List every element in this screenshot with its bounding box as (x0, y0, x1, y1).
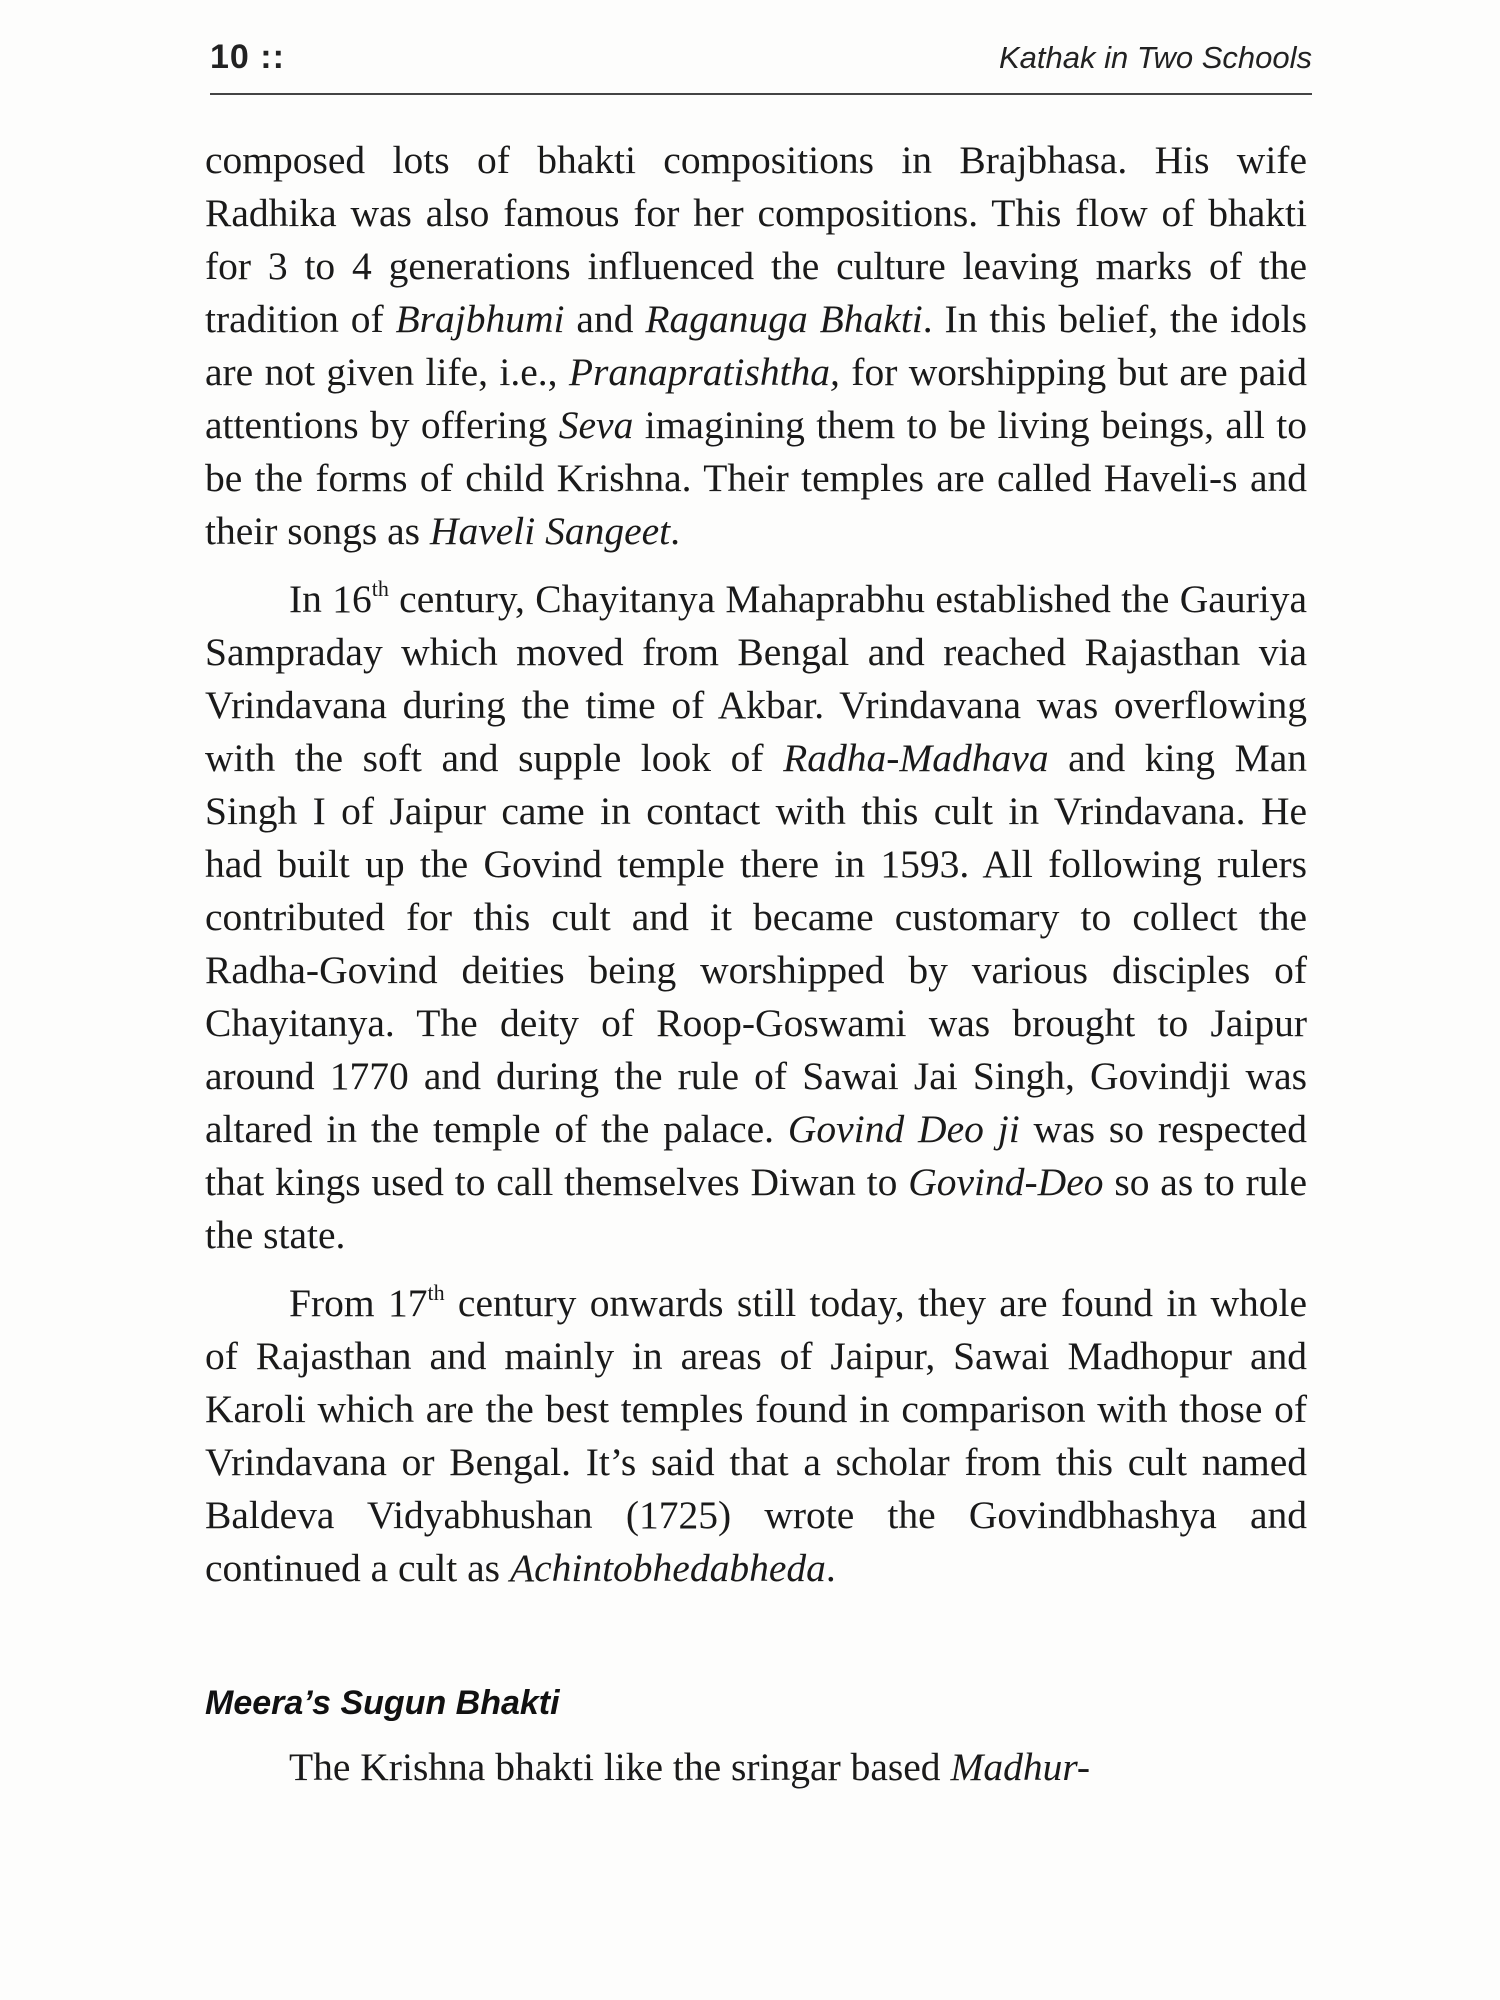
superscript: th (371, 576, 389, 601)
text-run: From 17 (289, 1281, 428, 1325)
italic-term: Raganuga Bhakti (645, 297, 923, 341)
paragraph-1 (205, 134, 1307, 558)
italic-term: Govind Deo ji (787, 1107, 1020, 1151)
text-run: imagining them to be living beings, all to be the forms of child Krishna. Their temples are called Haveli-s and their songs as (205, 403, 1307, 553)
text-run: century onwards still today, they are found in whole of Rajasthan and mainly in areas of Jaipur, Sawai Madhopur and Karoli which are the best temples found in comparison with those of Vrindavana or Bengal. It’s said that a scholar from this cult named Baldeva Vidyabhushan (1725) wrote the Govindbhashya and continued a cult as (205, 1281, 1307, 1590)
superscript: th (427, 1280, 445, 1305)
paragraph-4 (205, 1741, 1307, 1794)
text-run: . In this belief, the idols are not given life, i.e., (205, 297, 1307, 394)
text-run: . (670, 509, 680, 553)
italic-term: Madhur- (950, 1745, 1091, 1789)
text-run: was so respected that kings used to call themselves Diwan to (205, 1107, 1307, 1204)
italic-term: Haveli Sangeet (429, 509, 671, 553)
book-title: Kathak in Two Schools (998, 40, 1312, 75)
italic-term: Govind-Deo (908, 1160, 1104, 1204)
italic-term: Pranapratishtha, (568, 350, 840, 394)
text-run: The Krishna bhakti like the sringar based (289, 1745, 951, 1789)
running-head (210, 38, 1312, 88)
section-heading: Meera’s Sugun Bhakti (205, 1684, 560, 1722)
italic-term: Achintobhedabheda (509, 1546, 826, 1590)
paragraph-3 (205, 1277, 1307, 1595)
italic-term: Brajbhumi (395, 297, 565, 341)
header-divider (210, 93, 1312, 95)
text-run: so as to rule the state. (205, 1160, 1307, 1257)
body-text (205, 134, 1307, 1794)
text-run: In 16 (289, 577, 372, 621)
paragraph-2 (205, 573, 1307, 1262)
italic-term: Radha-Madhava (783, 736, 1049, 780)
text-run: and king Man Singh I of Jaipur came in contact with this cult in Vrindavana. He had built up the Govind temple there in 1593. All following rulers contributed for this cult and it became customary to collect the Radha-Govind deities being worshipped by various disciples of Chayitanya. The deity of Roop-Goswami was brought to Jaipur around 1770 and during the rule of Sawai Jai Singh, Govindji was altared in the temple of the palace. (205, 736, 1307, 1151)
text-run: composed lots of bhakti compositions in Brajbhasa. His wife Radhika was also famous for her compositions. This flow of bhakti for 3 to 4 generations influenced the culture leaving marks of the tradition of (205, 138, 1307, 341)
text-run: . (825, 1546, 836, 1590)
text-run: and (564, 297, 646, 341)
page-number: 10 :: (210, 38, 285, 76)
text-run: for worshipping but are paid attentions by offering (205, 350, 1307, 447)
italic-term: Seva (558, 403, 634, 447)
text-run: century, Chayitanya Mahaprabhu established the Gauriya Sampraday which moved from Bengal and reached Rajasthan via Vrindavana during the time of Akbar. Vrindavana was overflowing with the soft and supple look of (205, 577, 1307, 780)
